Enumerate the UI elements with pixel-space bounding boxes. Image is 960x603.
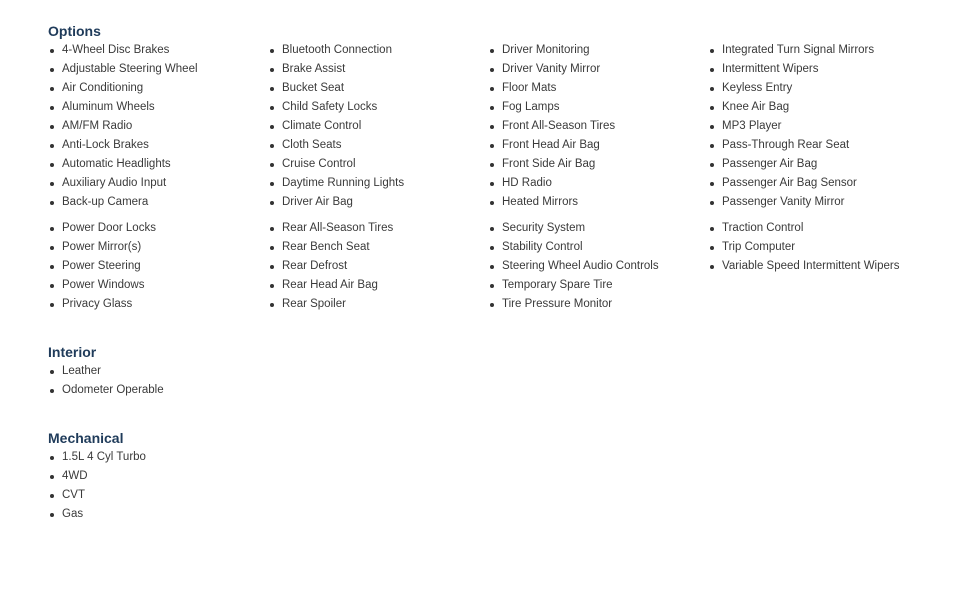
option-item: Automatic Headlights (48, 155, 268, 174)
option-item: Cloth Seats (268, 136, 488, 155)
option-item: Power Door Locks (48, 219, 268, 238)
bullet-icon (270, 246, 274, 250)
options-column-2 (268, 41, 488, 212)
bullet-icon (710, 106, 714, 110)
bullet-icon (490, 246, 494, 250)
option-item: Passenger Air Bag Sensor (708, 174, 928, 193)
bullet-icon (490, 284, 494, 288)
options-column-2 (268, 219, 488, 314)
option-item: Rear Defrost (268, 257, 488, 276)
bullet-icon (270, 182, 274, 186)
bullet-icon (50, 49, 54, 53)
option-item: Driver Monitoring (488, 41, 708, 60)
option-item: Climate Control (268, 117, 488, 136)
options-section (48, 22, 938, 314)
bullet-icon (50, 370, 54, 374)
bullet-icon (270, 265, 274, 269)
options-column-3 (488, 41, 708, 212)
option-item: Stability Control (488, 238, 708, 257)
option-item: Fog Lamps (488, 98, 708, 117)
bullet-icon (50, 87, 54, 91)
bullet-icon (710, 163, 714, 167)
bullet-icon (50, 246, 54, 250)
mechanical-item: 4WD (48, 467, 268, 486)
bullet-icon (270, 163, 274, 167)
bullet-icon (270, 68, 274, 72)
bullet-icon (710, 125, 714, 129)
option-item: Brake Assist (268, 60, 488, 79)
option-item: Rear Bench Seat (268, 238, 488, 257)
bullet-icon (710, 182, 714, 186)
option-item: Air Conditioning (48, 79, 268, 98)
interior-item: Odometer Operable (48, 381, 268, 400)
option-item: 4-Wheel Disc Brakes (48, 41, 268, 60)
options-group-1 (48, 41, 938, 212)
bullet-icon (710, 144, 714, 148)
options-column-1 (48, 219, 268, 314)
bullet-icon (50, 182, 54, 186)
interior-section (48, 343, 938, 400)
option-item: Privacy Glass (48, 295, 268, 314)
bullet-icon (50, 227, 54, 231)
option-item: Power Windows (48, 276, 268, 295)
option-item: Trip Computer (708, 238, 928, 257)
mechanical-item: 1.5L 4 Cyl Turbo (48, 448, 268, 467)
option-item: Power Mirror(s) (48, 238, 268, 257)
bullet-icon (490, 227, 494, 231)
bullet-icon (710, 201, 714, 205)
mechanical-list (48, 448, 268, 524)
option-item: Intermittent Wipers (708, 60, 928, 79)
option-item: Integrated Turn Signal Mirrors (708, 41, 928, 60)
option-item: Bluetooth Connection (268, 41, 488, 60)
bullet-icon (270, 49, 274, 53)
bullet-icon (50, 303, 54, 307)
option-item: Driver Air Bag (268, 193, 488, 212)
option-item: Heated Mirrors (488, 193, 708, 212)
option-item: Variable Speed Intermittent Wipers (708, 257, 928, 276)
option-item: Rear Head Air Bag (268, 276, 488, 295)
option-item: Passenger Air Bag (708, 155, 928, 174)
option-item: Child Safety Locks (268, 98, 488, 117)
bullet-icon (490, 144, 494, 148)
bullet-icon (490, 163, 494, 167)
options-title: Options (48, 23, 101, 39)
options-column-1 (48, 41, 268, 212)
option-item: Power Steering (48, 257, 268, 276)
options-group-2 (48, 219, 938, 314)
options-column-4 (708, 219, 928, 314)
bullet-icon (50, 106, 54, 110)
option-item: AM/FM Radio (48, 117, 268, 136)
option-item: Auxiliary Audio Input (48, 174, 268, 193)
interior-title: Interior (48, 344, 97, 360)
option-item: Front Head Air Bag (488, 136, 708, 155)
bullet-icon (270, 284, 274, 288)
bullet-icon (270, 125, 274, 129)
bullet-icon (270, 144, 274, 148)
option-item: Tire Pressure Monitor (488, 295, 708, 314)
bullet-icon (50, 163, 54, 167)
option-item: Security System (488, 219, 708, 238)
bullet-icon (490, 303, 494, 307)
bullet-icon (50, 201, 54, 205)
option-item: Passenger Vanity Mirror (708, 193, 928, 212)
mechanical-item: Gas (48, 505, 268, 524)
mechanical-item: CVT (48, 486, 268, 505)
bullet-icon (490, 125, 494, 129)
bullet-icon (710, 227, 714, 231)
bullet-icon (490, 68, 494, 72)
option-item: Traction Control (708, 219, 928, 238)
options-column-3 (488, 219, 708, 314)
option-item: Floor Mats (488, 79, 708, 98)
bullet-icon (490, 87, 494, 91)
option-item: Front All-Season Tires (488, 117, 708, 136)
option-item: Cruise Control (268, 155, 488, 174)
bullet-icon (50, 494, 54, 498)
bullet-icon (50, 456, 54, 460)
bullet-icon (50, 144, 54, 148)
option-item: Front Side Air Bag (488, 155, 708, 174)
option-item: Knee Air Bag (708, 98, 928, 117)
bullet-icon (50, 475, 54, 479)
bullet-icon (50, 68, 54, 72)
bullet-icon (270, 106, 274, 110)
interior-list (48, 362, 268, 400)
bullet-icon (50, 284, 54, 288)
options-column-4 (708, 41, 928, 212)
bullet-icon (710, 87, 714, 91)
option-item: Rear All-Season Tires (268, 219, 488, 238)
option-item: MP3 Player (708, 117, 928, 136)
bullet-icon (270, 87, 274, 91)
bullet-icon (270, 303, 274, 307)
interior-item: Leather (48, 362, 268, 381)
bullet-icon (270, 227, 274, 231)
group-spacer (48, 212, 938, 219)
option-item: Back-up Camera (48, 193, 268, 212)
mechanical-section (48, 429, 938, 524)
bullet-icon (710, 265, 714, 269)
mechanical-title: Mechanical (48, 430, 124, 446)
option-item: Aluminum Wheels (48, 98, 268, 117)
bullet-icon (490, 265, 494, 269)
bullet-icon (50, 125, 54, 129)
bullet-icon (50, 389, 54, 393)
bullet-icon (490, 182, 494, 186)
option-item: Driver Vanity Mirror (488, 60, 708, 79)
option-item: HD Radio (488, 174, 708, 193)
bullet-icon (270, 201, 274, 205)
option-item: Adjustable Steering Wheel (48, 60, 268, 79)
option-item: Anti-Lock Brakes (48, 136, 268, 155)
option-item: Bucket Seat (268, 79, 488, 98)
bullet-icon (50, 265, 54, 269)
option-item: Steering Wheel Audio Controls (488, 257, 708, 276)
bullet-icon (710, 49, 714, 53)
bullet-icon (490, 49, 494, 53)
option-item: Daytime Running Lights (268, 174, 488, 193)
bullet-icon (710, 68, 714, 72)
bullet-icon (710, 246, 714, 250)
option-item: Pass-Through Rear Seat (708, 136, 928, 155)
bullet-icon (490, 106, 494, 110)
option-item: Keyless Entry (708, 79, 928, 98)
bullet-icon (490, 201, 494, 205)
option-item: Rear Spoiler (268, 295, 488, 314)
bullet-icon (50, 513, 54, 517)
option-item: Temporary Spare Tire (488, 276, 708, 295)
